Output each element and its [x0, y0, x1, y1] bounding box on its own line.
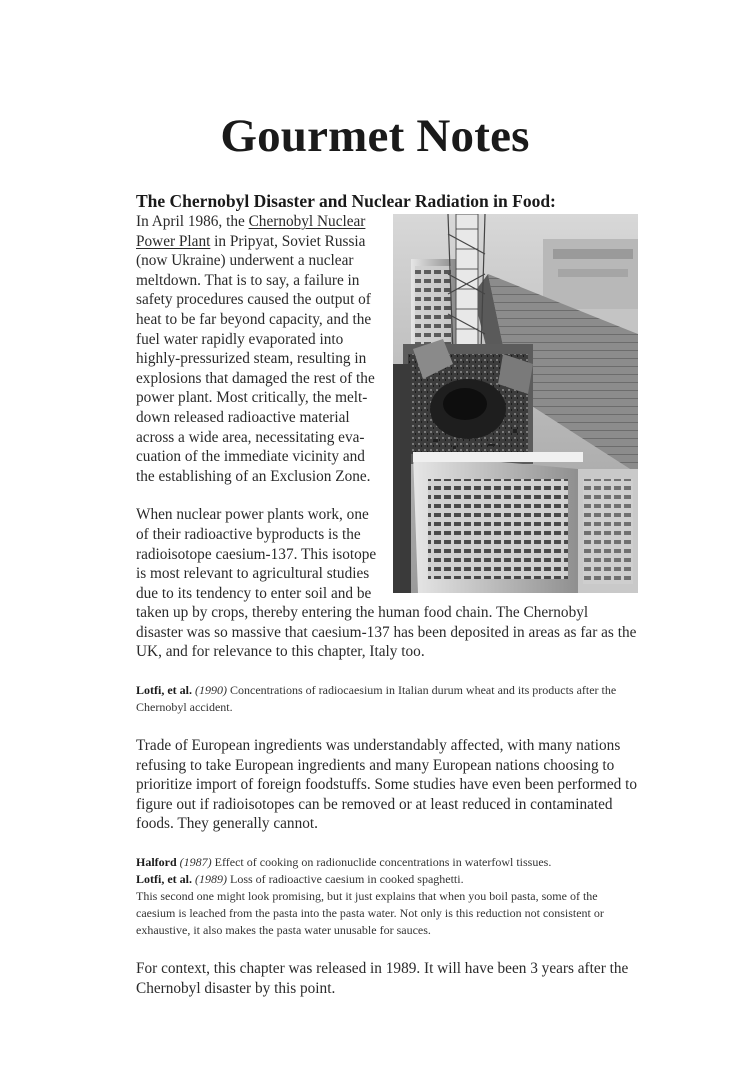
paragraph-trade: Trade of European ingredients was understandably affected, with many nations refusing to take European ingredients and many European nations choosing to prioritize import of foreign foodstuffs. Some studies have even been performed to figure out if radioisotopes can be removed or at least reduced in contaminated foods. They generally cannot.	[136, 737, 637, 833]
reference-year: (1987)	[179, 855, 212, 870]
reference-year: (1989)	[195, 872, 227, 887]
paragraph-context: For context, this chapter was released in 1989. It will have been 3 years after the Chernobyl disaster by this point.	[136, 960, 629, 997]
chernobyl-plant-link[interactable]: Chernobyl Nuclear Power Plant	[136, 213, 366, 250]
section-heading: The Chernobyl Disaster and Nuclear Radiation in Food:	[136, 191, 556, 211]
reference-author: Halford	[136, 855, 177, 870]
reference-author: Lotfi, et al.	[136, 872, 192, 887]
reference-title: Loss of radioactive caesium in cooked spaghetti.	[230, 872, 464, 887]
reference-author: Lotfi, et al.	[136, 683, 192, 698]
intro-rest: in Pripyat, Soviet Russia (now Ukraine) underwent a nuclear meltdown. That is to say, a failure in safety procedures caused the output of heat to be far beyond capacity, and the fuel water rapidly evaporated into highly-pressurized steam, resulting in explosions that damaged the rest of the power plant. Most critically, the melt-down released radioactive material across a wide area, necessitating eva-cuation of the immediate vicinity and the establishing of an Exclusion Zone.	[136, 232, 375, 485]
intro-lead: In April 1986, the	[136, 213, 249, 230]
reference-title: Effect of cooking on radionuclide concentrations in waterfowl tissues.	[214, 855, 552, 870]
reference-lotfi-1989	[136, 871, 638, 888]
reference-year: (1990)	[195, 683, 227, 698]
chernobyl-plant-photo-drawing	[393, 214, 638, 593]
reference-lotfi-1990	[136, 682, 638, 716]
reference-halford-1987	[136, 854, 638, 871]
chernobyl-plant-photo	[393, 214, 638, 593]
article-content	[136, 190, 638, 998]
reference-title: Concentrations of radiocaesium in Italian durum wheat and its products after the Chernobyl accident.	[136, 683, 617, 715]
page-title: Gourmet Notes	[220, 110, 530, 162]
reference-note: This second one might look promising, but it just explains that when you boil pasta, some of the caesium is leached from the pasta into the pasta water. Not only is this reduction not consistent or exhaustive, it also makes the pasta water unusable for sauces.	[136, 889, 604, 938]
paragraph-caesium: When nuclear power plants work, one of their radioactive byproducts is the radioisotope caesium-137. This isotope is most relevant to agricultural studies due to its tendency to enter soil and be taken up by crops, thereby entering the human food chain. The Chernobyl disaster was so massive that caesium-137 has been deposited in areas as far as the UK, and for relevance to this chapter, Italy too.	[136, 506, 637, 661]
